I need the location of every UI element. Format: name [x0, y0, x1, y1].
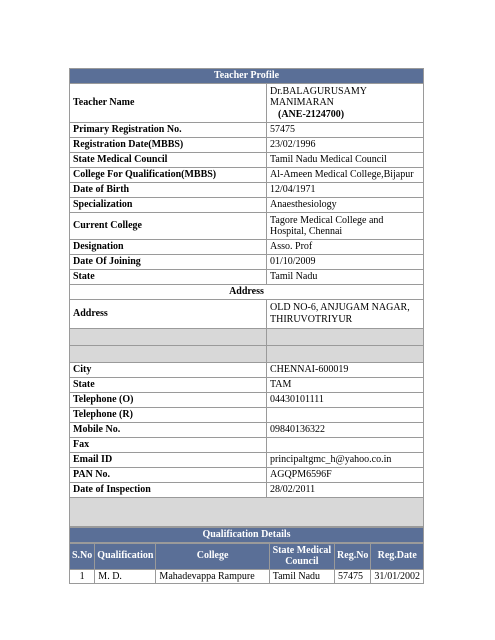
profile-field-row — [70, 240, 424, 255]
profile-field-row — [70, 452, 424, 467]
field-label: Designation — [70, 240, 267, 255]
field-value: AGQPM6596F — [267, 467, 424, 482]
field-label: Date Of Joining — [70, 255, 267, 270]
profile-field-row — [70, 482, 424, 497]
qualification-cell: 57475 — [335, 569, 371, 584]
profile-field-row — [70, 270, 424, 285]
field-value: 04430101111 — [267, 392, 424, 407]
address-row — [70, 299, 424, 328]
field-value — [267, 407, 424, 422]
spacer-row — [70, 497, 424, 526]
field-label: Date of Inspection — [70, 482, 267, 497]
profile-table — [69, 68, 424, 527]
current-college-label: Current College — [70, 213, 267, 240]
field-label: Registration Date(MBBS) — [70, 138, 267, 153]
qualification-table — [69, 527, 424, 543]
field-value: 01/10/2009 — [267, 255, 424, 270]
field-label: PAN No. — [70, 467, 267, 482]
qualification-grid — [69, 543, 424, 585]
field-label: College For Qualification(MBBS) — [70, 168, 267, 183]
blank-cell — [267, 345, 424, 362]
qualification-column-header: S.No — [70, 543, 95, 569]
qualification-column-header: College — [156, 543, 269, 569]
field-label: State Medical Council — [70, 153, 267, 168]
address-header-row — [70, 285, 424, 300]
profile-field-row — [70, 138, 424, 153]
profile-field-row — [70, 183, 424, 198]
profile-field-row — [70, 422, 424, 437]
qualification-column-header: Reg.Date — [371, 543, 424, 569]
qualification-header-row — [70, 527, 424, 542]
current-college-row — [70, 213, 424, 240]
address-header: Address — [70, 285, 424, 300]
teacher-id: (ANE-2124700) — [278, 108, 345, 120]
field-value: TAM — [267, 377, 424, 392]
qualification-column-header: Reg.No — [335, 543, 371, 569]
qualification-header: Qualification Details — [70, 527, 424, 542]
field-label: City — [70, 362, 267, 377]
field-value: 57475 — [267, 123, 424, 138]
qualification-cell: Tamil Nadu — [269, 569, 334, 584]
field-value: CHENNAI-600019 — [267, 362, 424, 377]
profile-field-row — [70, 255, 424, 270]
field-label: Specialization — [70, 198, 267, 213]
spacer-cell — [70, 497, 424, 526]
field-label: State — [70, 270, 267, 285]
address-label: Address — [70, 299, 267, 328]
profile-field-row — [70, 467, 424, 482]
teacher-profile-panel — [69, 68, 424, 584]
field-value: 23/02/1996 — [267, 138, 424, 153]
field-label: Mobile No. — [70, 422, 267, 437]
blank-cell — [70, 345, 267, 362]
qualification-cell: M. D. — [95, 569, 156, 584]
qualification-row — [70, 569, 424, 584]
teacher-name-line2: MANIMARAN — [270, 97, 334, 109]
teacher-name-value — [267, 84, 424, 123]
field-value: 09840136322 — [267, 422, 424, 437]
blank-row — [70, 328, 424, 345]
profile-field-row — [70, 392, 424, 407]
profile-field-row — [70, 362, 424, 377]
profile-header: Teacher Profile — [70, 69, 424, 84]
field-label: Fax — [70, 437, 267, 452]
profile-field-row — [70, 168, 424, 183]
teacher-name-row — [70, 84, 424, 123]
field-value: principaltgmc_h@yahoo.co.in — [267, 452, 424, 467]
field-value: Al-Ameen Medical College,Bijapur — [267, 168, 424, 183]
blank-cell — [267, 328, 424, 345]
field-value — [267, 437, 424, 452]
profile-field-row — [70, 123, 424, 138]
blank-cell — [70, 328, 267, 345]
current-college-value: Tagore Medical College and Hospital, Chennai — [267, 213, 424, 240]
field-label: State — [70, 377, 267, 392]
field-value: Anaesthesiology — [267, 198, 424, 213]
profile-field-row — [70, 407, 424, 422]
qualification-column-headers — [70, 543, 424, 569]
qualification-column-header: Qualification — [95, 543, 156, 569]
qualification-cell: Mahadevappa Rampure — [156, 569, 269, 584]
profile-field-row — [70, 437, 424, 452]
field-label: Telephone (R) — [70, 407, 267, 422]
profile-field-row — [70, 377, 424, 392]
qualification-column-header: State Medical Council — [269, 543, 334, 569]
profile-field-row — [70, 198, 424, 213]
qualification-cell: 31/01/2002 — [371, 569, 424, 584]
field-value: 28/02/2011 — [267, 482, 424, 497]
field-label: Telephone (O) — [70, 392, 267, 407]
blank-row — [70, 345, 424, 362]
profile-header-row — [70, 69, 424, 84]
field-label: Primary Registration No. — [70, 123, 267, 138]
field-value: Tamil Nadu Medical Council — [267, 153, 424, 168]
field-value: Asso. Prof — [267, 240, 424, 255]
field-label: Email ID — [70, 452, 267, 467]
field-label: Date of Birth — [70, 183, 267, 198]
profile-field-row — [70, 153, 424, 168]
qualification-cell: 1 — [70, 569, 95, 584]
field-value: 12/04/1971 — [267, 183, 424, 198]
address-value: OLD NO-6, ANJUGAM NAGAR, THIRUVOTRIYUR — [267, 299, 424, 328]
teacher-name-label: Teacher Name — [70, 84, 267, 123]
teacher-name-line1: Dr.BALAGURUSAMY — [270, 85, 367, 97]
field-value: Tamil Nadu — [267, 270, 424, 285]
